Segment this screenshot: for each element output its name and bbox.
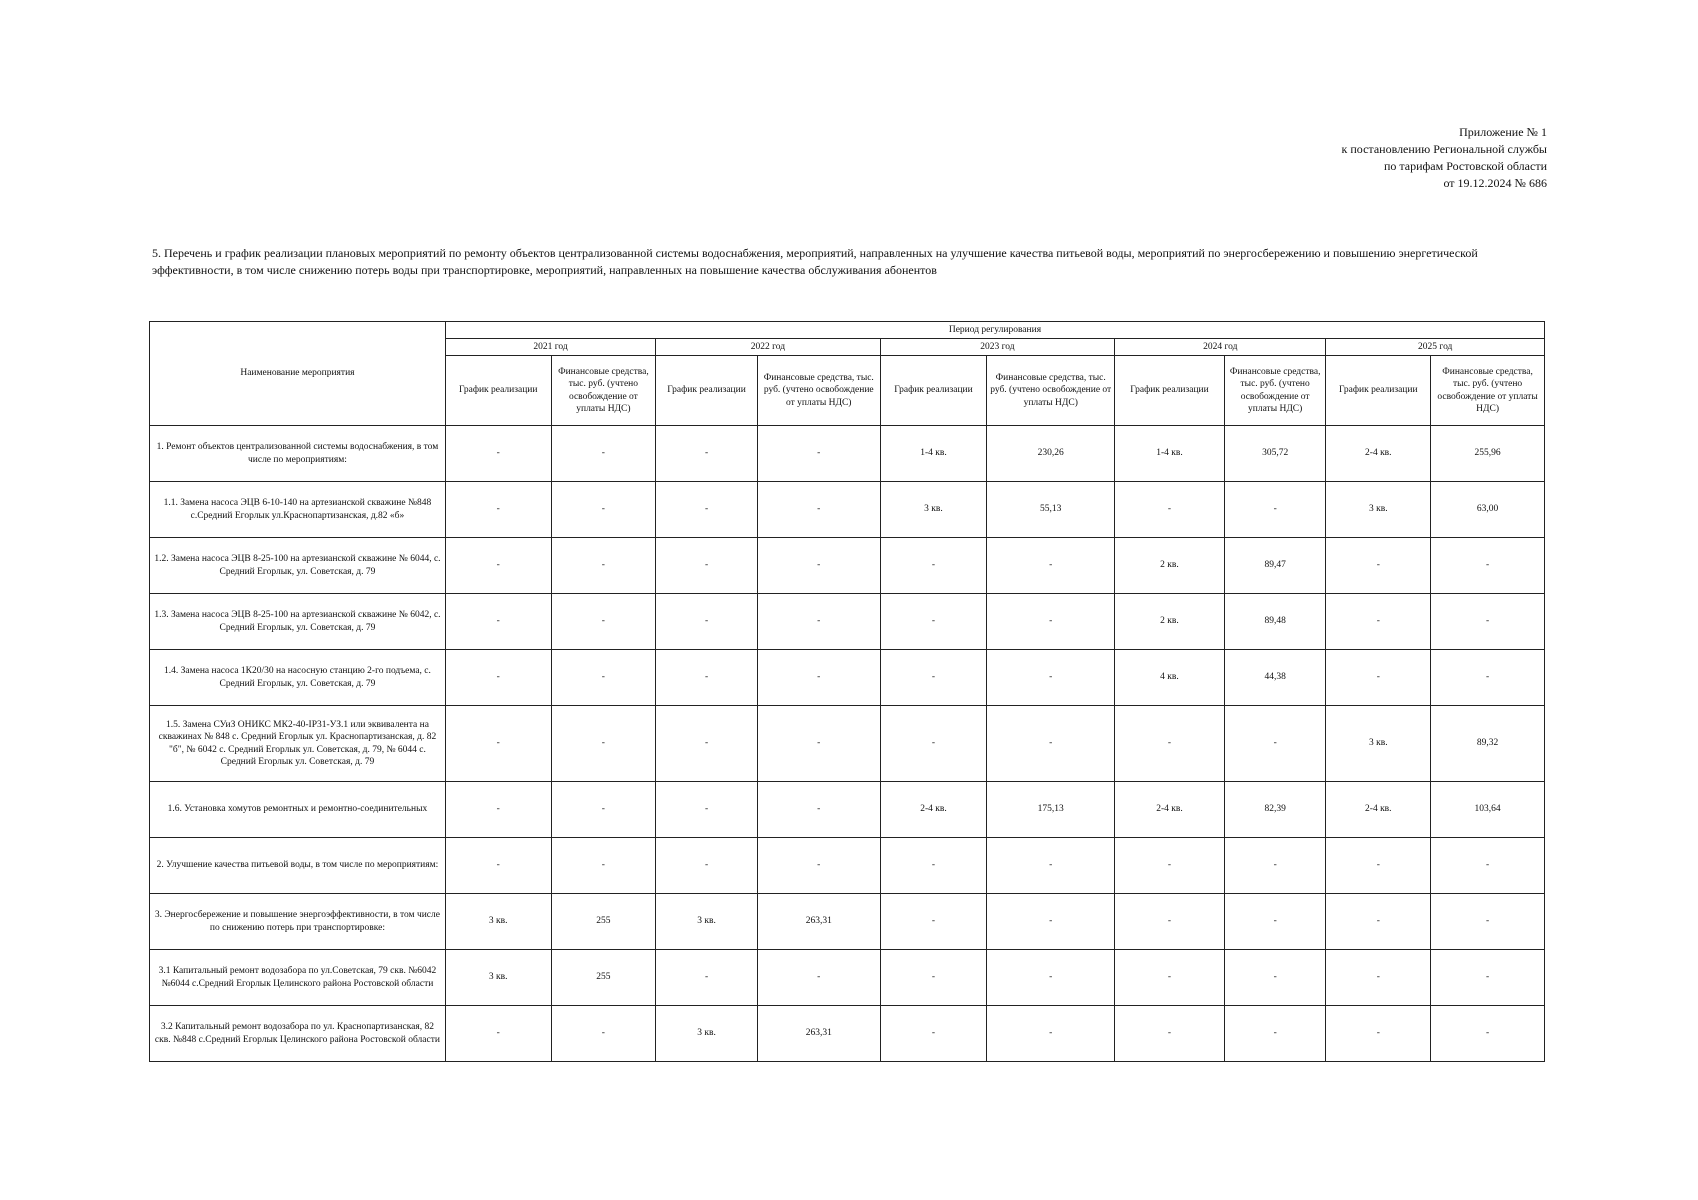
funds-cell: -	[1224, 950, 1326, 1006]
schedule-cell: 1-4 кв.	[880, 426, 987, 482]
schedule-cell: -	[656, 838, 758, 894]
funds-cell: -	[757, 782, 880, 838]
measure-name: 1.5. Замена СУиЗ ОНИКС МК2-40-IP31-УЗ.1 или эквивалента на скважинах № 848 с. Средний Егорлык ул. Краснопартизанская, д. 82 "б", № 6042 с. Средний Егорлык ул. Советская, д. 79, № 6044 с. Средний Егорлык ул. Советская, д. 79	[150, 706, 446, 782]
table-row	[150, 594, 1545, 650]
schedule-cell: 3 кв.	[1326, 706, 1431, 782]
funds-header: Финансовые средства, тыс. руб. (учтено освобождение от уплаты НДС)	[757, 356, 880, 426]
funds-cell: -	[551, 838, 656, 894]
schedule-cell: -	[880, 594, 987, 650]
year-header: 2022 год	[656, 339, 880, 356]
funds-cell: 175,13	[987, 782, 1115, 838]
period-header: Период регулирования	[445, 322, 1544, 339]
funds-cell: -	[551, 650, 656, 706]
appendix-line: от 19.12.2024 № 686	[1443, 176, 1547, 190]
funds-cell: -	[1224, 1006, 1326, 1062]
funds-cell: -	[987, 538, 1115, 594]
schedule-cell: -	[1115, 950, 1225, 1006]
table-row	[150, 894, 1545, 950]
schedule-cell: -	[1115, 894, 1225, 950]
schedule-cell: -	[880, 894, 987, 950]
funds-header: Финансовые средства, тыс. руб. (учтено освобождение от уплаты НДС)	[551, 356, 656, 426]
measure-name: 1.2. Замена насоса ЭЦВ 8-25-100 на артезианской скважине № 6044, с. Средний Егорлык, ул. Советская, д. 79	[150, 538, 446, 594]
schedule-cell: 3 кв.	[656, 1006, 758, 1062]
schedule-cell: 3 кв.	[1326, 482, 1431, 538]
funds-cell: -	[757, 426, 880, 482]
funds-cell: -	[1431, 538, 1545, 594]
table-row	[150, 950, 1545, 1006]
schedule-cell: -	[445, 1006, 551, 1062]
funds-cell: -	[1224, 706, 1326, 782]
funds-cell: -	[1224, 894, 1326, 950]
schedule-header: График реализации	[1326, 356, 1431, 426]
schedule-cell: -	[656, 482, 758, 538]
table-row	[150, 426, 1545, 482]
appendix-line: к постановлению Региональной службы	[1341, 142, 1547, 156]
measure-name: 1.4. Замена насоса 1К20/30 на насосную станцию 2-го подъема, с. Средний Егорлык, ул. Советская, д. 79	[150, 650, 446, 706]
funds-cell: 89,47	[1224, 538, 1326, 594]
schedule-cell: 3 кв.	[656, 894, 758, 950]
funds-cell: 89,48	[1224, 594, 1326, 650]
appendix-block	[1342, 124, 1547, 192]
funds-cell: -	[987, 894, 1115, 950]
funds-cell: 63,00	[1431, 482, 1545, 538]
schedule-cell: -	[656, 426, 758, 482]
funds-cell: -	[1224, 838, 1326, 894]
funds-cell: 263,31	[757, 1006, 880, 1062]
schedule-cell: -	[445, 782, 551, 838]
schedule-cell: -	[445, 482, 551, 538]
appendix-line: по тарифам Ростовской области	[1383, 159, 1547, 173]
schedule-cell: -	[1115, 838, 1225, 894]
schedule-cell: -	[1326, 594, 1431, 650]
schedule-cell: -	[1115, 482, 1225, 538]
funds-cell: -	[987, 1006, 1115, 1062]
funds-cell: -	[1431, 950, 1545, 1006]
schedule-cell: -	[880, 950, 987, 1006]
funds-cell: -	[551, 426, 656, 482]
measure-name: 3. Энергосбережение и повышение энергоэффективности, в том числе по снижению потерь при транспортировке:	[150, 894, 446, 950]
table-row	[150, 838, 1545, 894]
schedule-cell: -	[445, 594, 551, 650]
schedule-cell: 2-4 кв.	[1326, 426, 1431, 482]
schedule-cell: -	[1326, 894, 1431, 950]
funds-cell: -	[551, 1006, 656, 1062]
funds-cell: -	[757, 594, 880, 650]
funds-cell: -	[757, 838, 880, 894]
funds-cell: 44,38	[1224, 650, 1326, 706]
schedule-cell: 3 кв.	[880, 482, 987, 538]
schedule-header: График реализации	[880, 356, 987, 426]
funds-cell: -	[1431, 650, 1545, 706]
name-column-header: Наименование мероприятия	[150, 322, 446, 426]
funds-cell: -	[757, 650, 880, 706]
funds-cell: 255	[551, 950, 656, 1006]
schedule-cell: -	[445, 650, 551, 706]
funds-header: Финансовые средства, тыс. руб. (учтено освобождение от уплаты НДС)	[1431, 356, 1545, 426]
schedule-header: График реализации	[656, 356, 758, 426]
schedule-cell: 3 кв.	[445, 950, 551, 1006]
funds-header: Финансовые средства, тыс. руб. (учтено освобождение от уплаты НДС)	[1224, 356, 1326, 426]
schedule-cell: -	[880, 706, 987, 782]
schedule-cell: -	[1115, 706, 1225, 782]
table-row	[150, 482, 1545, 538]
funds-cell: -	[987, 706, 1115, 782]
schedule-cell: -	[445, 538, 551, 594]
schedule-cell: -	[880, 838, 987, 894]
funds-cell: -	[1431, 894, 1545, 950]
table-row	[150, 650, 1545, 706]
schedule-cell: -	[445, 838, 551, 894]
appendix-line: Приложение № 1	[1459, 125, 1547, 139]
year-header: 2025 год	[1326, 339, 1545, 356]
measure-name: 1. Ремонт объектов централизованной системы водоснабжения, в том числе по мероприятиям:	[150, 426, 446, 482]
funds-cell: 55,13	[987, 482, 1115, 538]
schedule-cell: -	[445, 706, 551, 782]
funds-cell: 263,31	[757, 894, 880, 950]
funds-cell: 305,72	[1224, 426, 1326, 482]
funds-cell: -	[757, 706, 880, 782]
schedule-cell: -	[1115, 1006, 1225, 1062]
schedule-header: График реализации	[1115, 356, 1225, 426]
measure-name: 1.1. Замена насоса ЭЦВ 6-10-140 на артезианской скважине №848 с.Средний Егорлык ул.Краснопартизанская, д.82 «б»	[150, 482, 446, 538]
funds-cell: 103,64	[1431, 782, 1545, 838]
table-row	[150, 782, 1545, 838]
measure-name: 2. Улучшение качества питьевой воды, в том числе по мероприятиям:	[150, 838, 446, 894]
funds-cell: 82,39	[1224, 782, 1326, 838]
schedule-cell: -	[880, 538, 987, 594]
funds-cell: -	[551, 538, 656, 594]
funds-cell: -	[757, 538, 880, 594]
schedule-cell: -	[880, 650, 987, 706]
measure-name: 1.6. Установка хомутов ремонтных и ремонтно-соединительных	[150, 782, 446, 838]
schedule-cell: -	[656, 950, 758, 1006]
schedule-cell: -	[656, 594, 758, 650]
schedule-cell: -	[656, 706, 758, 782]
funds-cell: 255	[551, 894, 656, 950]
schedule-cell: 2-4 кв.	[880, 782, 987, 838]
schedule-header: График реализации	[445, 356, 551, 426]
schedule-cell: 2 кв.	[1115, 594, 1225, 650]
measure-name: 1.3. Замена насоса ЭЦВ 8-25-100 на артезианской скважине № 6042, с. Средний Егорлык, ул. Советская, д. 79	[150, 594, 446, 650]
schedule-cell: 2 кв.	[1115, 538, 1225, 594]
year-header: 2021 год	[445, 339, 655, 356]
table-row	[150, 538, 1545, 594]
funds-cell: 255,96	[1431, 426, 1545, 482]
year-header: 2023 год	[880, 339, 1114, 356]
schedule-cell: 1-4 кв.	[1115, 426, 1225, 482]
schedule-cell: -	[656, 538, 758, 594]
funds-header: Финансовые средства, тыс. руб. (учтено освобождение от уплаты НДС)	[987, 356, 1115, 426]
schedule-cell: -	[1326, 650, 1431, 706]
year-header: 2024 год	[1115, 339, 1326, 356]
table-row	[150, 1006, 1545, 1062]
schedule-cell: -	[880, 1006, 987, 1062]
funds-cell: -	[987, 594, 1115, 650]
funds-cell: -	[551, 482, 656, 538]
funds-cell: -	[551, 782, 656, 838]
schedule-cell: -	[1326, 1006, 1431, 1062]
table-row	[150, 706, 1545, 782]
funds-cell: -	[987, 650, 1115, 706]
schedule-cell: -	[1326, 950, 1431, 1006]
schedule-cell: 2-4 кв.	[1115, 782, 1225, 838]
funds-cell: -	[1431, 838, 1545, 894]
funds-cell: -	[987, 950, 1115, 1006]
funds-cell: -	[551, 706, 656, 782]
funds-cell: -	[757, 950, 880, 1006]
measure-name: 3.1 Капитальный ремонт водозабора по ул.Советская, 79 скв. №6042 №6044 с.Средний Егорлык Целинского района Ростовской области	[150, 950, 446, 1006]
section-heading: 5. Перечень и график реализации плановых мероприятий по ремонту объектов централизованной системы водоснабжения, мероприятий, направленных на улучшение качества питьевой воды, мероприятий по энергосбережению и повышению энергетической эффективности, в том числе снижению потерь воды при транспортировке, мероприятий, направленных на повышение качества обслуживания абонентов	[152, 246, 1478, 277]
funds-cell: -	[551, 594, 656, 650]
funds-cell: 230,26	[987, 426, 1115, 482]
funds-cell: -	[1431, 594, 1545, 650]
measures-table	[149, 321, 1545, 1062]
measure-name: 3.2 Капитальный ремонт водозабора по ул. Краснопартизанская, 82 скв. №848 с.Средний Егорлык Целинского района Ростовской области	[150, 1006, 446, 1062]
funds-cell: -	[1224, 482, 1326, 538]
schedule-cell: 3 кв.	[445, 894, 551, 950]
funds-cell: -	[757, 482, 880, 538]
funds-cell: 89,32	[1431, 706, 1545, 782]
schedule-cell: -	[1326, 538, 1431, 594]
funds-cell: -	[1431, 1006, 1545, 1062]
schedule-cell: -	[656, 782, 758, 838]
schedule-cell: 4 кв.	[1115, 650, 1225, 706]
funds-cell: -	[987, 838, 1115, 894]
schedule-cell: -	[1326, 838, 1431, 894]
schedule-cell: -	[656, 650, 758, 706]
schedule-cell: 2-4 кв.	[1326, 782, 1431, 838]
schedule-cell: -	[445, 426, 551, 482]
